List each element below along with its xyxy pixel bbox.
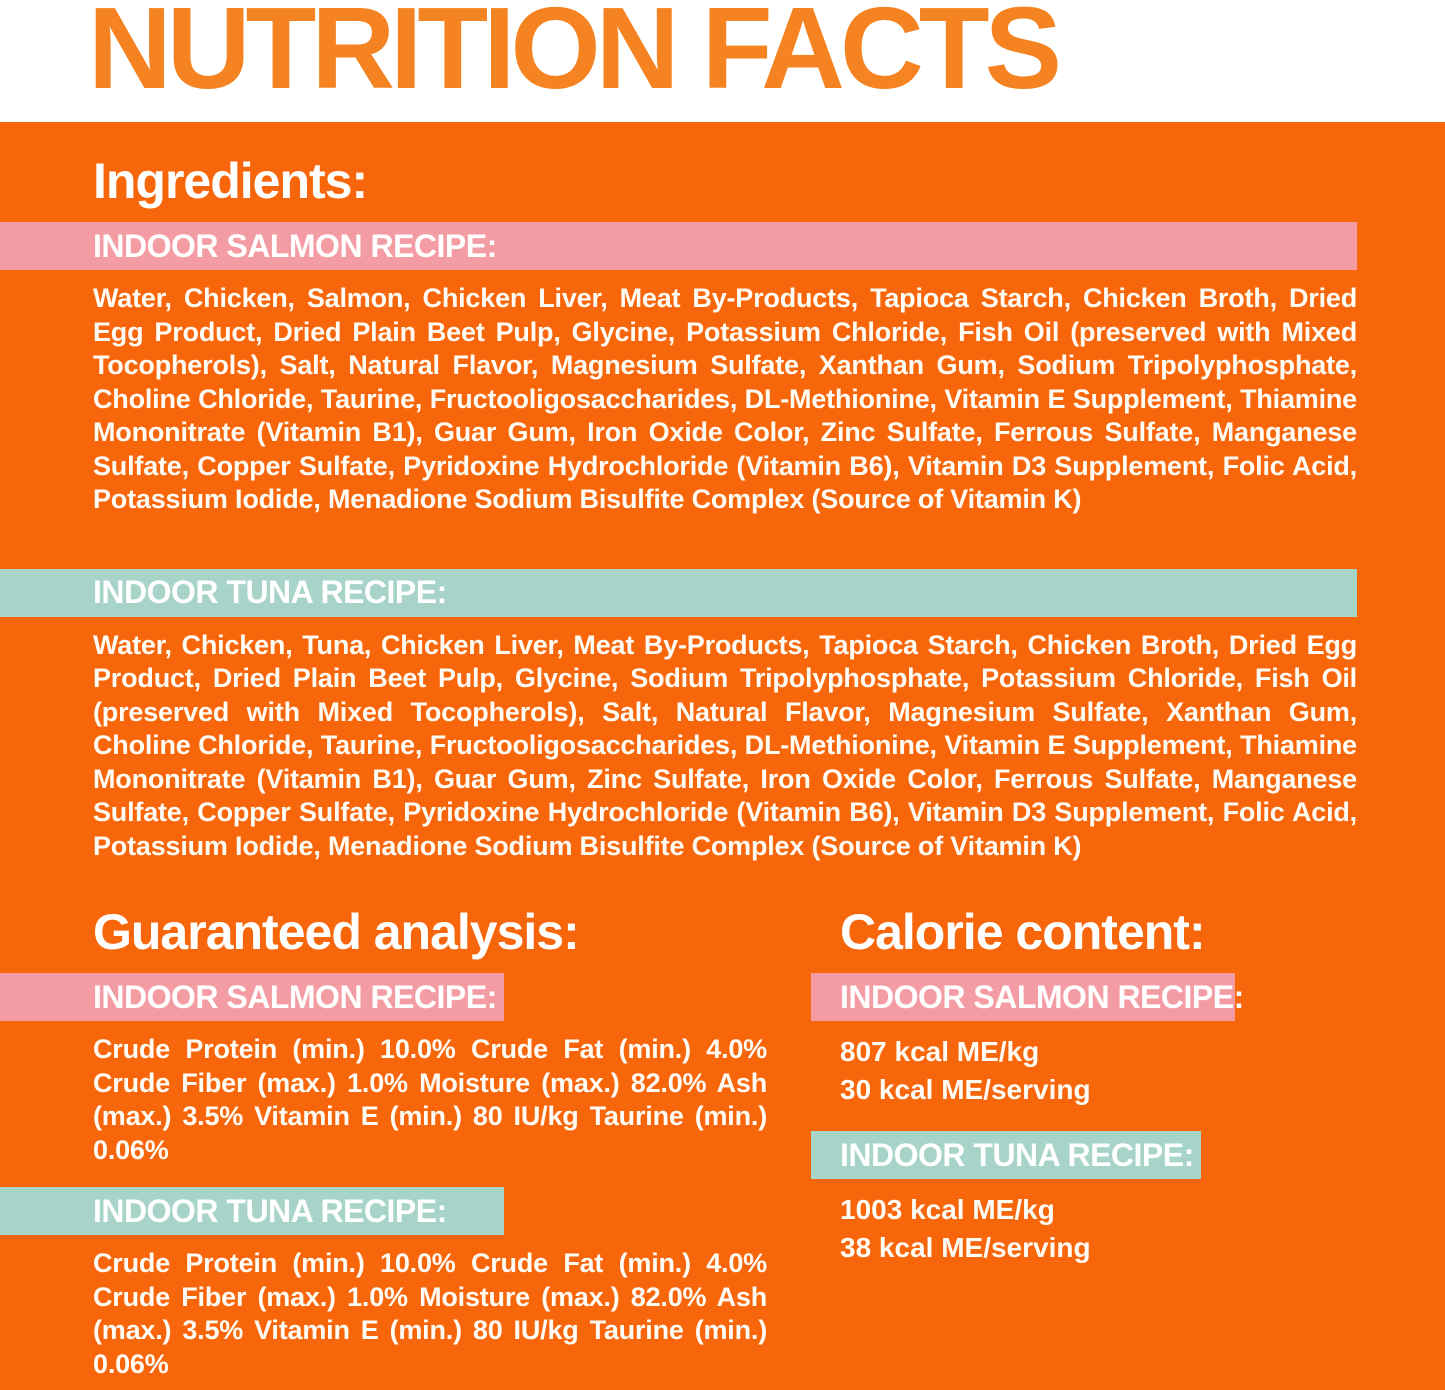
bottom-columns — [0, 903, 1445, 1381]
label-header — [0, 0, 1445, 122]
calorie-tuna-values — [840, 1191, 1445, 1267]
ingredients-heading: Ingredients: — [93, 153, 368, 209]
analysis-tuna-banner-label: INDOOR TUNA RECIPE: — [93, 1192, 447, 1229]
calorie-tuna-banner-label: INDOOR TUNA RECIPE: — [840, 1136, 1194, 1173]
salmon-recipe-banner-label: INDOOR SALMON RECIPE: — [93, 227, 497, 264]
analysis-salmon-text: Crude Protein (min.) 10.0% Crude Fat (min.) 4.0% Crude Fiber (max.) 1.0% Moisture (max.) 82.0% Ash (max.) 3.5% Vitamin E (min.) 80 IU/kg Taurine (min.) 0.06% — [93, 1034, 767, 1165]
salmon-ingredients-text: Water, Chicken, Salmon, Chicken Liver, Meat By-Products, Tapioca Starch, Chicken Broth, Dried Egg Product, Dried Plain Beet Pulp, Glycine, Potassium Chloride, Fish Oil (preserved with Mixed Tocopherols), Salt, Natural Flavor, Magnesium Sulfate, Xanthan Gum, Sodium Tripolyphosphate, Choline Chloride, Taurine, Fructooligosaccharides, DL-Methionine, Vitamin E Supplement, Thiamine Mononitrate (Vitamin B1), Guar Gum, Iron Oxide Color, Zinc Sulfate, Ferrous Sulfate, Manganese Sulfate, Copper Sulfate, Pyridoxine Hydrochloride (Vitamin B6), Vitamin D3 Supplement, Folic Acid, Potassium Iodide, Menadione Sodium Bisulfite Complex (Source of Vitamin K) — [93, 283, 1357, 514]
analysis-salmon-banner-label: INDOOR SALMON RECIPE: — [93, 978, 497, 1015]
calorie-tuna-kcal-kg: 1003 kcal ME/kg — [840, 1194, 1055, 1225]
label-body — [0, 122, 1445, 1390]
calorie-salmon-banner — [811, 973, 1244, 1021]
calorie-tuna-kcal-serving: 38 kcal ME/serving — [840, 1232, 1091, 1263]
page-title: NUTRITION FACTS — [88, 0, 1057, 113]
calorie-salmon-values — [840, 1033, 1445, 1109]
analysis-salmon-banner — [0, 973, 504, 1021]
analysis-tuna-banner — [0, 1187, 504, 1235]
calorie-salmon-kcal-serving: 30 kcal ME/serving — [840, 1074, 1091, 1105]
calorie-content-heading: Calorie content: — [840, 904, 1205, 960]
guaranteed-analysis-heading: Guaranteed analysis: — [93, 904, 579, 960]
calorie-salmon-banner-label: INDOOR SALMON RECIPE: — [840, 978, 1244, 1015]
guaranteed-analysis-column — [0, 903, 811, 1381]
calorie-salmon-kcal-kg: 807 kcal ME/kg — [840, 1036, 1040, 1067]
tuna-ingredients-text: Water, Chicken, Tuna, Chicken Liver, Meat By-Products, Tapioca Starch, Chicken Broth, Dried Egg Product, Dried Plain Beet Pulp, Glycine, Sodium Tripolyphosphate, Potassium Chloride, Fish Oil (preserved with Mixed Tocopherols), Salt, Natural Flavor, Magnesium Sulfate, Xanthan Gum, Choline Chloride, Taurine, Fructooligosaccharides, DL-Methionine, Vitamin E Supplement, Thiamine Mononitrate (Vitamin B1), Guar Gum, Zinc Sulfate, Iron Oxide Color, Ferrous Sulfate, Manganese Sulfate, Copper Sulfate, Pyridoxine Hydrochloride (Vitamin B6), Vitamin D3 Supplement, Folic Acid, Potassium Iodide, Menadione Sodium Bisulfite Complex (Source of Vitamin K) — [93, 629, 1357, 861]
analysis-tuna-text: Crude Protein (min.) 10.0% Crude Fat (min.) 4.0% Crude Fiber (max.) 1.0% Moisture (max.) 82.0% Ash (max.) 3.5% Vitamin E (min.) 80 IU/kg Taurine (min.) 0.06% — [93, 1248, 767, 1379]
tuna-recipe-banner — [0, 569, 1357, 617]
calorie-content-column — [811, 903, 1445, 1381]
calorie-tuna-banner — [811, 1131, 1201, 1179]
tuna-recipe-banner-label: INDOOR TUNA RECIPE: — [93, 574, 447, 610]
salmon-recipe-banner — [0, 222, 1357, 270]
